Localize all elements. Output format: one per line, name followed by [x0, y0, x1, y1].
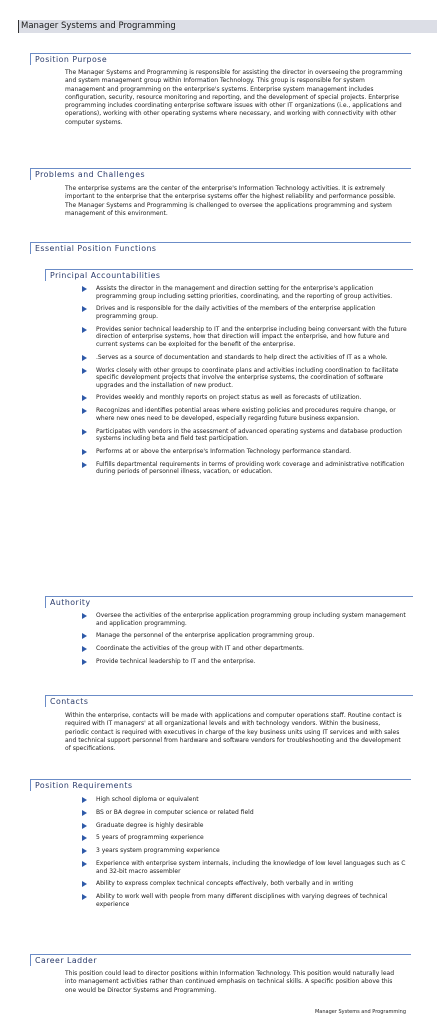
authority-list	[82, 612, 412, 671]
bullet-item: Assists the director in the management and direction setting for the enterprise's application programming group including setting priorities, coordinating, and the reporting of group activities.	[82, 285, 412, 300]
triangle-bullet-icon	[82, 368, 87, 374]
triangle-bullet-icon	[82, 355, 87, 361]
triangle-bullet-icon	[82, 646, 87, 652]
subsection-heading-principal-accountabilities: Principal Accountabilities	[45, 269, 413, 281]
principal-accountabilities-list	[82, 285, 412, 481]
bullet-item: 5 years of programming experience	[82, 834, 412, 842]
document-title: Manager Systems and Programming	[21, 21, 176, 31]
subsection-heading-authority: Authority	[45, 596, 413, 608]
bullet-item: Ability to work well with people from many different disciplines with varying degrees of technical experience	[82, 893, 412, 908]
bullet-item: Provide technical leadership to IT and the enterprise.	[82, 658, 412, 666]
bullet-item: Manage the personnel of the enterprise application programming group.	[82, 632, 412, 640]
section-heading-position-requirements: Position Requirements	[30, 779, 411, 791]
bullet-item: Participates with vendors in the assessment of advanced operating systems and database production systems including beta and field test participation.	[82, 428, 412, 443]
bullet-item: Ability to express complex technical concepts effectively, both verbally and in writing	[82, 880, 412, 888]
problems-challenges-text: The enterprise systems are the center of the enterprise's Information Technology activities. It is extremely important to the enterprise that the enterprise systems offer the highest reliability and performance possible. The Manager Systems and Programming is challenged to oversee the applications programming and system management of this environment.	[65, 185, 396, 217]
bullet-item: Graduate degree is highly desirable	[82, 822, 412, 830]
section-heading-essential-functions: Essential Position Functions	[30, 242, 411, 254]
triangle-bullet-icon	[82, 306, 87, 312]
page-footer: Manager Systems and Programming	[314, 1009, 406, 1015]
bullet-item: High school diploma or equivalent	[82, 796, 412, 804]
bullet-item: Fulfills departmental requirements in terms of providing work coverage and administrative notification during periods of personnel illness, vacation, or education.	[82, 461, 412, 476]
bullet-item: Works closely with other groups to coordinate plans and activities including coordination to facilitate specific development projects that involve the enterprise systems, the coordination of software upgrades and the installation of new product.	[82, 367, 412, 390]
bullet-item: Recognizes and identifies potential areas where existing policies and procedures require change, or where new ones need to be developed, especially regarding future business expansion.	[82, 407, 412, 422]
triangle-bullet-icon	[82, 633, 87, 639]
triangle-bullet-icon	[82, 894, 87, 900]
bullet-item: 3 years system programming experience	[82, 847, 412, 855]
triangle-bullet-icon	[82, 835, 87, 841]
triangle-bullet-icon	[82, 861, 87, 867]
triangle-bullet-icon	[82, 881, 87, 887]
section-heading-problems-challenges: Problems and Challenges	[30, 168, 411, 180]
triangle-bullet-icon	[82, 823, 87, 829]
bullet-item: Coordinate the activities of the group with IT and other departments.	[82, 645, 412, 653]
bullet-item: BS or BA degree in computer science or related field	[82, 809, 412, 817]
position-purpose-text: The Manager Systems and Programming is responsible for assisting the director in overseeing the programming and system management group within Information Technology. This group is responsible for system management and programming on the enterprise's systems. Enterprise system management includes configuration, security, resource monitoring and reporting, and the development of special projects. Enterprise programming includes coordinating enterprise software issues with other IT organizations (i.e., applications and operations), working with other operating systems where necessary, and working with connectivity with other computer systems.	[65, 69, 403, 126]
triangle-bullet-icon	[82, 286, 87, 292]
triangle-bullet-icon	[82, 659, 87, 665]
document-title-bar	[18, 20, 437, 33]
triangle-bullet-icon	[82, 327, 87, 333]
bullet-item: Experience with enterprise system internals, including the knowledge of low level languages such as C and 32-bit macro assembler	[82, 860, 412, 875]
bullet-item: Provides senior technical leadership to IT and the enterprise including being conversant with the future direction of enterprise systems, how that direction will impact the enterprise, and how future and current systems can be exploited for the benefit of the enterprise.	[82, 326, 412, 349]
triangle-bullet-icon	[82, 462, 87, 468]
triangle-bullet-icon	[82, 613, 87, 619]
section-heading-position-purpose: Position Purpose	[30, 53, 411, 65]
triangle-bullet-icon	[82, 408, 87, 414]
triangle-bullet-icon	[82, 395, 87, 401]
triangle-bullet-icon	[82, 429, 87, 435]
career-ladder-text: This position could lead to director positions within Information Technology. This position would naturally lead into management activities rather than continued emphasis on technical skills. A specific position above this one would be Director Systems and Programming.	[65, 970, 395, 994]
triangle-bullet-icon	[82, 449, 87, 455]
bullet-item: Provides weekly and monthly reports on project status as well as forecasts of utilization.	[82, 394, 412, 402]
bullet-item: Drives and is responsible for the daily activities of the members of the enterprise application programming group.	[82, 305, 412, 320]
triangle-bullet-icon	[82, 810, 87, 816]
section-heading-career-ladder: Career Ladder	[30, 954, 411, 966]
triangle-bullet-icon	[82, 848, 87, 854]
bullet-item: .Serves as a source of documentation and standards to help direct the activities of IT as a whole.	[82, 354, 412, 362]
contacts-text: Within the enterprise, contacts will be made with applications and computer operations staff. Routine contact is required with IT managers' at all organizational levels and with technology vendors. Within the business, periodic contact is required with executives in charge of the key business units using IT services and with sales and technical support personnel from hardware and software vendors for troubleshooting and the development of specifications.	[65, 712, 402, 753]
subsection-heading-contacts: Contacts	[45, 695, 413, 707]
position-requirements-list	[82, 796, 412, 913]
bullet-item: Performs at or above the enterprise's Information Technology performance standard.	[82, 448, 412, 456]
triangle-bullet-icon	[82, 797, 87, 803]
bullet-item: Oversee the activities of the enterprise application programming group including system management and application programming.	[82, 612, 412, 627]
